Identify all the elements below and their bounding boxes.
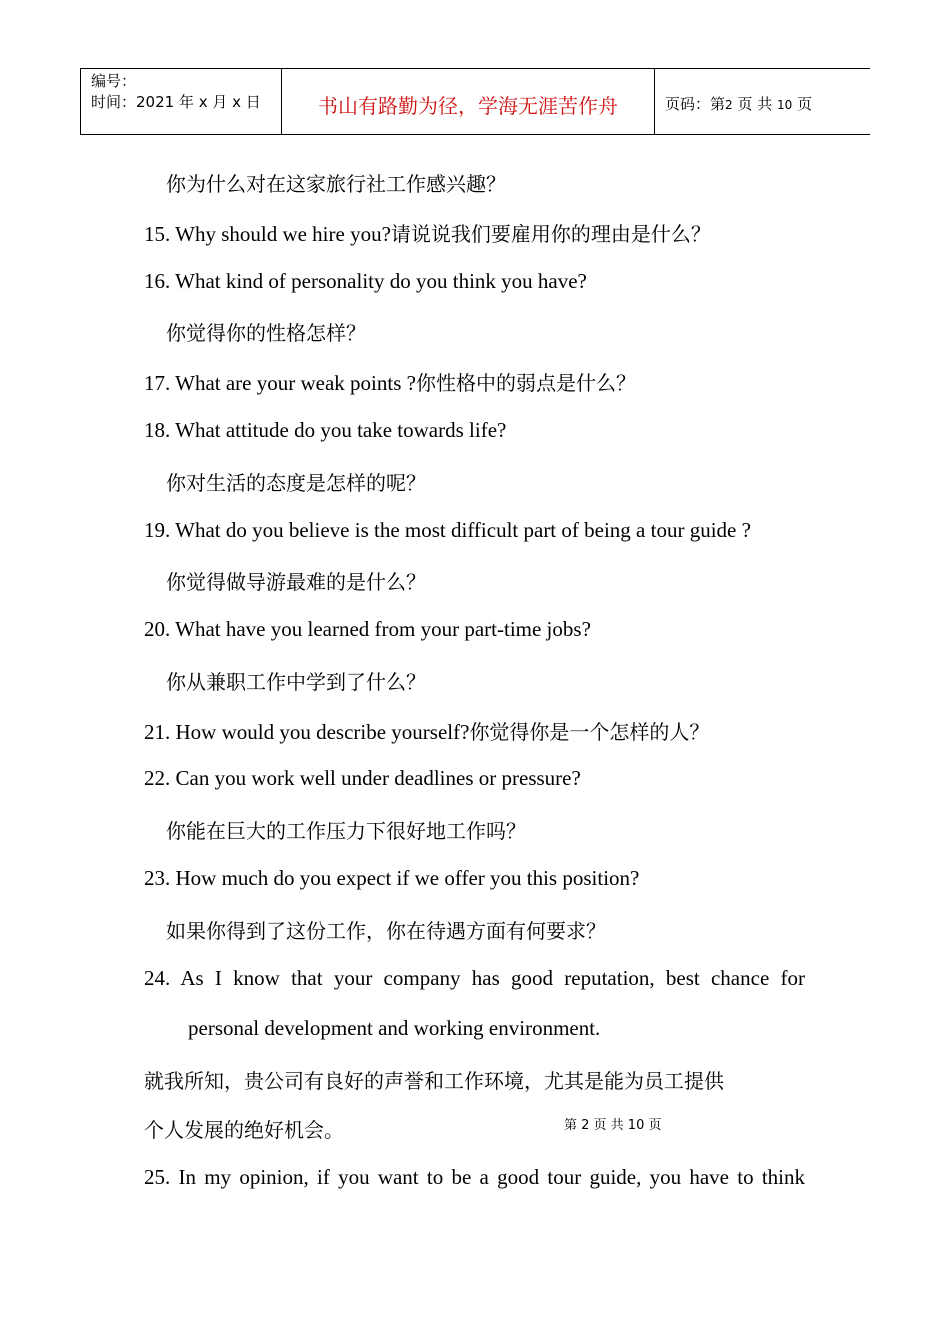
q20-translation: 你从兼职工作中学到了什么？	[166, 670, 426, 694]
q22-question: 22. Can you work well under deadlines or pressure?	[144, 766, 581, 790]
q24-translation-line2: 个人发展的绝好机会。	[144, 1118, 344, 1142]
q19-question: 19. What do you believe is the most difficult part of being a tour guide ?	[144, 518, 751, 542]
q24-translation-line1: 就我所知，贵公司有良好的声誉和工作环境，尤其是能为员工提供	[144, 1069, 724, 1093]
page-suffix: 页	[797, 95, 813, 113]
page-mid: 页 共	[737, 95, 773, 113]
q21-translation: 你觉得你是一个怎样的人？	[469, 720, 710, 744]
q24-question-line2: personal development and working environment.	[188, 1016, 601, 1040]
q20-question: 20. What have you learned from your part-time jobs?	[144, 617, 591, 641]
page-prefix: 页码：第	[665, 95, 726, 113]
q17	[144, 367, 636, 396]
motto: 书山有路勤为径，学海无涯苦作舟	[318, 94, 618, 118]
q15-question: 15. Why should we hire you?	[144, 222, 391, 246]
q18-question: 18. What attitude do you take towards life?	[144, 418, 507, 442]
date-label: 时间：2021 年 x 月 x 日	[91, 93, 261, 111]
number-label: 编号：	[91, 72, 137, 90]
q21-question: 21. How would you describe yourself?	[144, 720, 470, 744]
page-header	[80, 68, 870, 135]
q19-translation: 你觉得做导游最难的是什么？	[166, 570, 426, 594]
page-number: 2	[725, 98, 733, 112]
q25-question-line1: 25. In my opinion, if you want to be a good tour guide, you have to think	[144, 1165, 805, 1189]
q18-translation: 你对生活的态度是怎样的呢？	[166, 471, 426, 495]
q15-translation: 请说说我们要雇用你的理由是什么？	[390, 222, 711, 246]
page-total: 10	[777, 98, 793, 112]
header-meta-cell	[81, 69, 282, 134]
q17-translation: 你性格中的弱点是什么？	[415, 371, 636, 395]
q21	[144, 716, 709, 745]
header-page-cell	[655, 69, 871, 134]
q16-question: 16. What kind of personality do you think you have?	[144, 269, 587, 293]
q15	[144, 218, 711, 247]
page-indicator	[665, 93, 812, 114]
q23-translation: 如果你得到了这份工作，你在待遇方面有何要求？	[166, 919, 606, 943]
q24-question-line1: 24. As I know that your company has good reputation, best chance for	[144, 966, 805, 990]
header-motto-cell	[282, 69, 655, 134]
q17-question: 17. What are your weak points ?	[144, 371, 416, 395]
q22-translation: 你能在巨大的工作压力下很好地工作吗？	[166, 819, 526, 843]
page-footer: 第 2 页 共 10 页	[564, 1118, 662, 1133]
q14-translation: 你为什么对在这家旅行社工作感兴趣？	[166, 172, 506, 196]
q23-question: 23. How much do you expect if we offer you this position?	[144, 866, 640, 890]
q16-translation: 你觉得你的性格怎样？	[166, 321, 366, 345]
